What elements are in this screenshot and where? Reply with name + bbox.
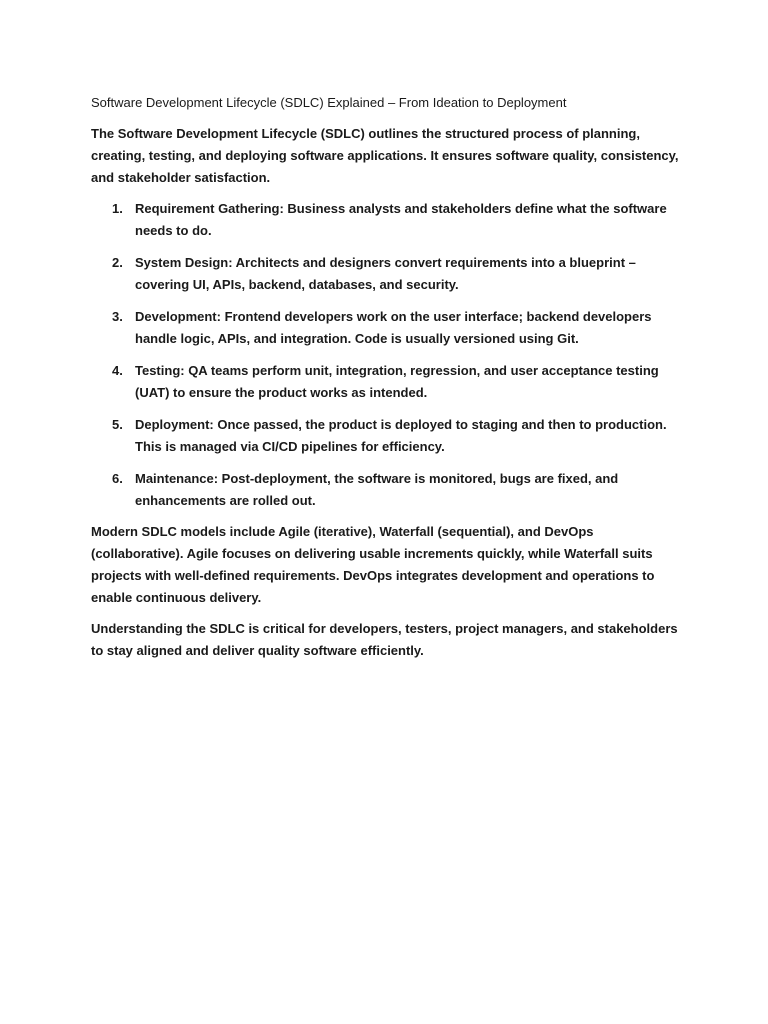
list-item-text: Maintenance: Post-deployment, the software is monitored, bugs are fixed, and enhancements are rolled out. [135, 471, 619, 508]
list-item-number: 3. [112, 309, 123, 324]
list-item [91, 198, 681, 242]
list-item-number: 5. [112, 417, 123, 432]
list-item-text: Development: Frontend developers work on the user interface; backend developers handle logic, APIs, and integration. Code is usually versioned using Git. [135, 309, 652, 346]
list-item-number: 6. [112, 471, 123, 486]
list-item-text: Testing: QA teams perform unit, integration, regression, and user acceptance testing (UAT) to ensure the product works as intended. [135, 363, 659, 400]
document-page [91, 92, 681, 671]
list-item-text: System Design: Architects and designers convert requirements into a blueprint – covering UI, APIs, backend, databases, and security. [135, 255, 636, 292]
list-item [91, 414, 681, 458]
document-title: Software Development Lifecycle (SDLC) Explained – From Ideation to Deployment [91, 95, 567, 110]
list-item-number: 4. [112, 363, 123, 378]
sdlc-models-paragraph: Modern SDLC models include Agile (iterative), Waterfall (sequential), and DevOps (collaborative). Agile focuses on delivering usable increments quickly, while Waterfall suits projects with well-defined requirements. DevOps integrates development and operations to enable continuous delivery. [91, 524, 655, 605]
intro-paragraph: The Software Development Lifecycle (SDLC) outlines the structured process of planning, creating, testing, and deploying software applications. It ensures software quality, consistency, and stakeholder satisfaction. [91, 126, 679, 185]
list-item-number: 2. [112, 255, 123, 270]
list-item [91, 306, 681, 350]
list-item [91, 252, 681, 296]
sdlc-steps-list [91, 198, 681, 512]
list-item-text: Requirement Gathering: Business analysts and stakeholders define what the software needs to do. [135, 201, 667, 238]
list-item-text: Deployment: Once passed, the product is deployed to staging and then to production. This is managed via CI/CD pipelines for efficiency. [135, 417, 667, 454]
list-item [91, 360, 681, 404]
closing-paragraph: Understanding the SDLC is critical for developers, testers, project managers, and stakeholders to stay aligned and deliver quality software efficiently. [91, 621, 678, 658]
list-item-number: 1. [112, 201, 123, 216]
list-item [91, 468, 681, 512]
